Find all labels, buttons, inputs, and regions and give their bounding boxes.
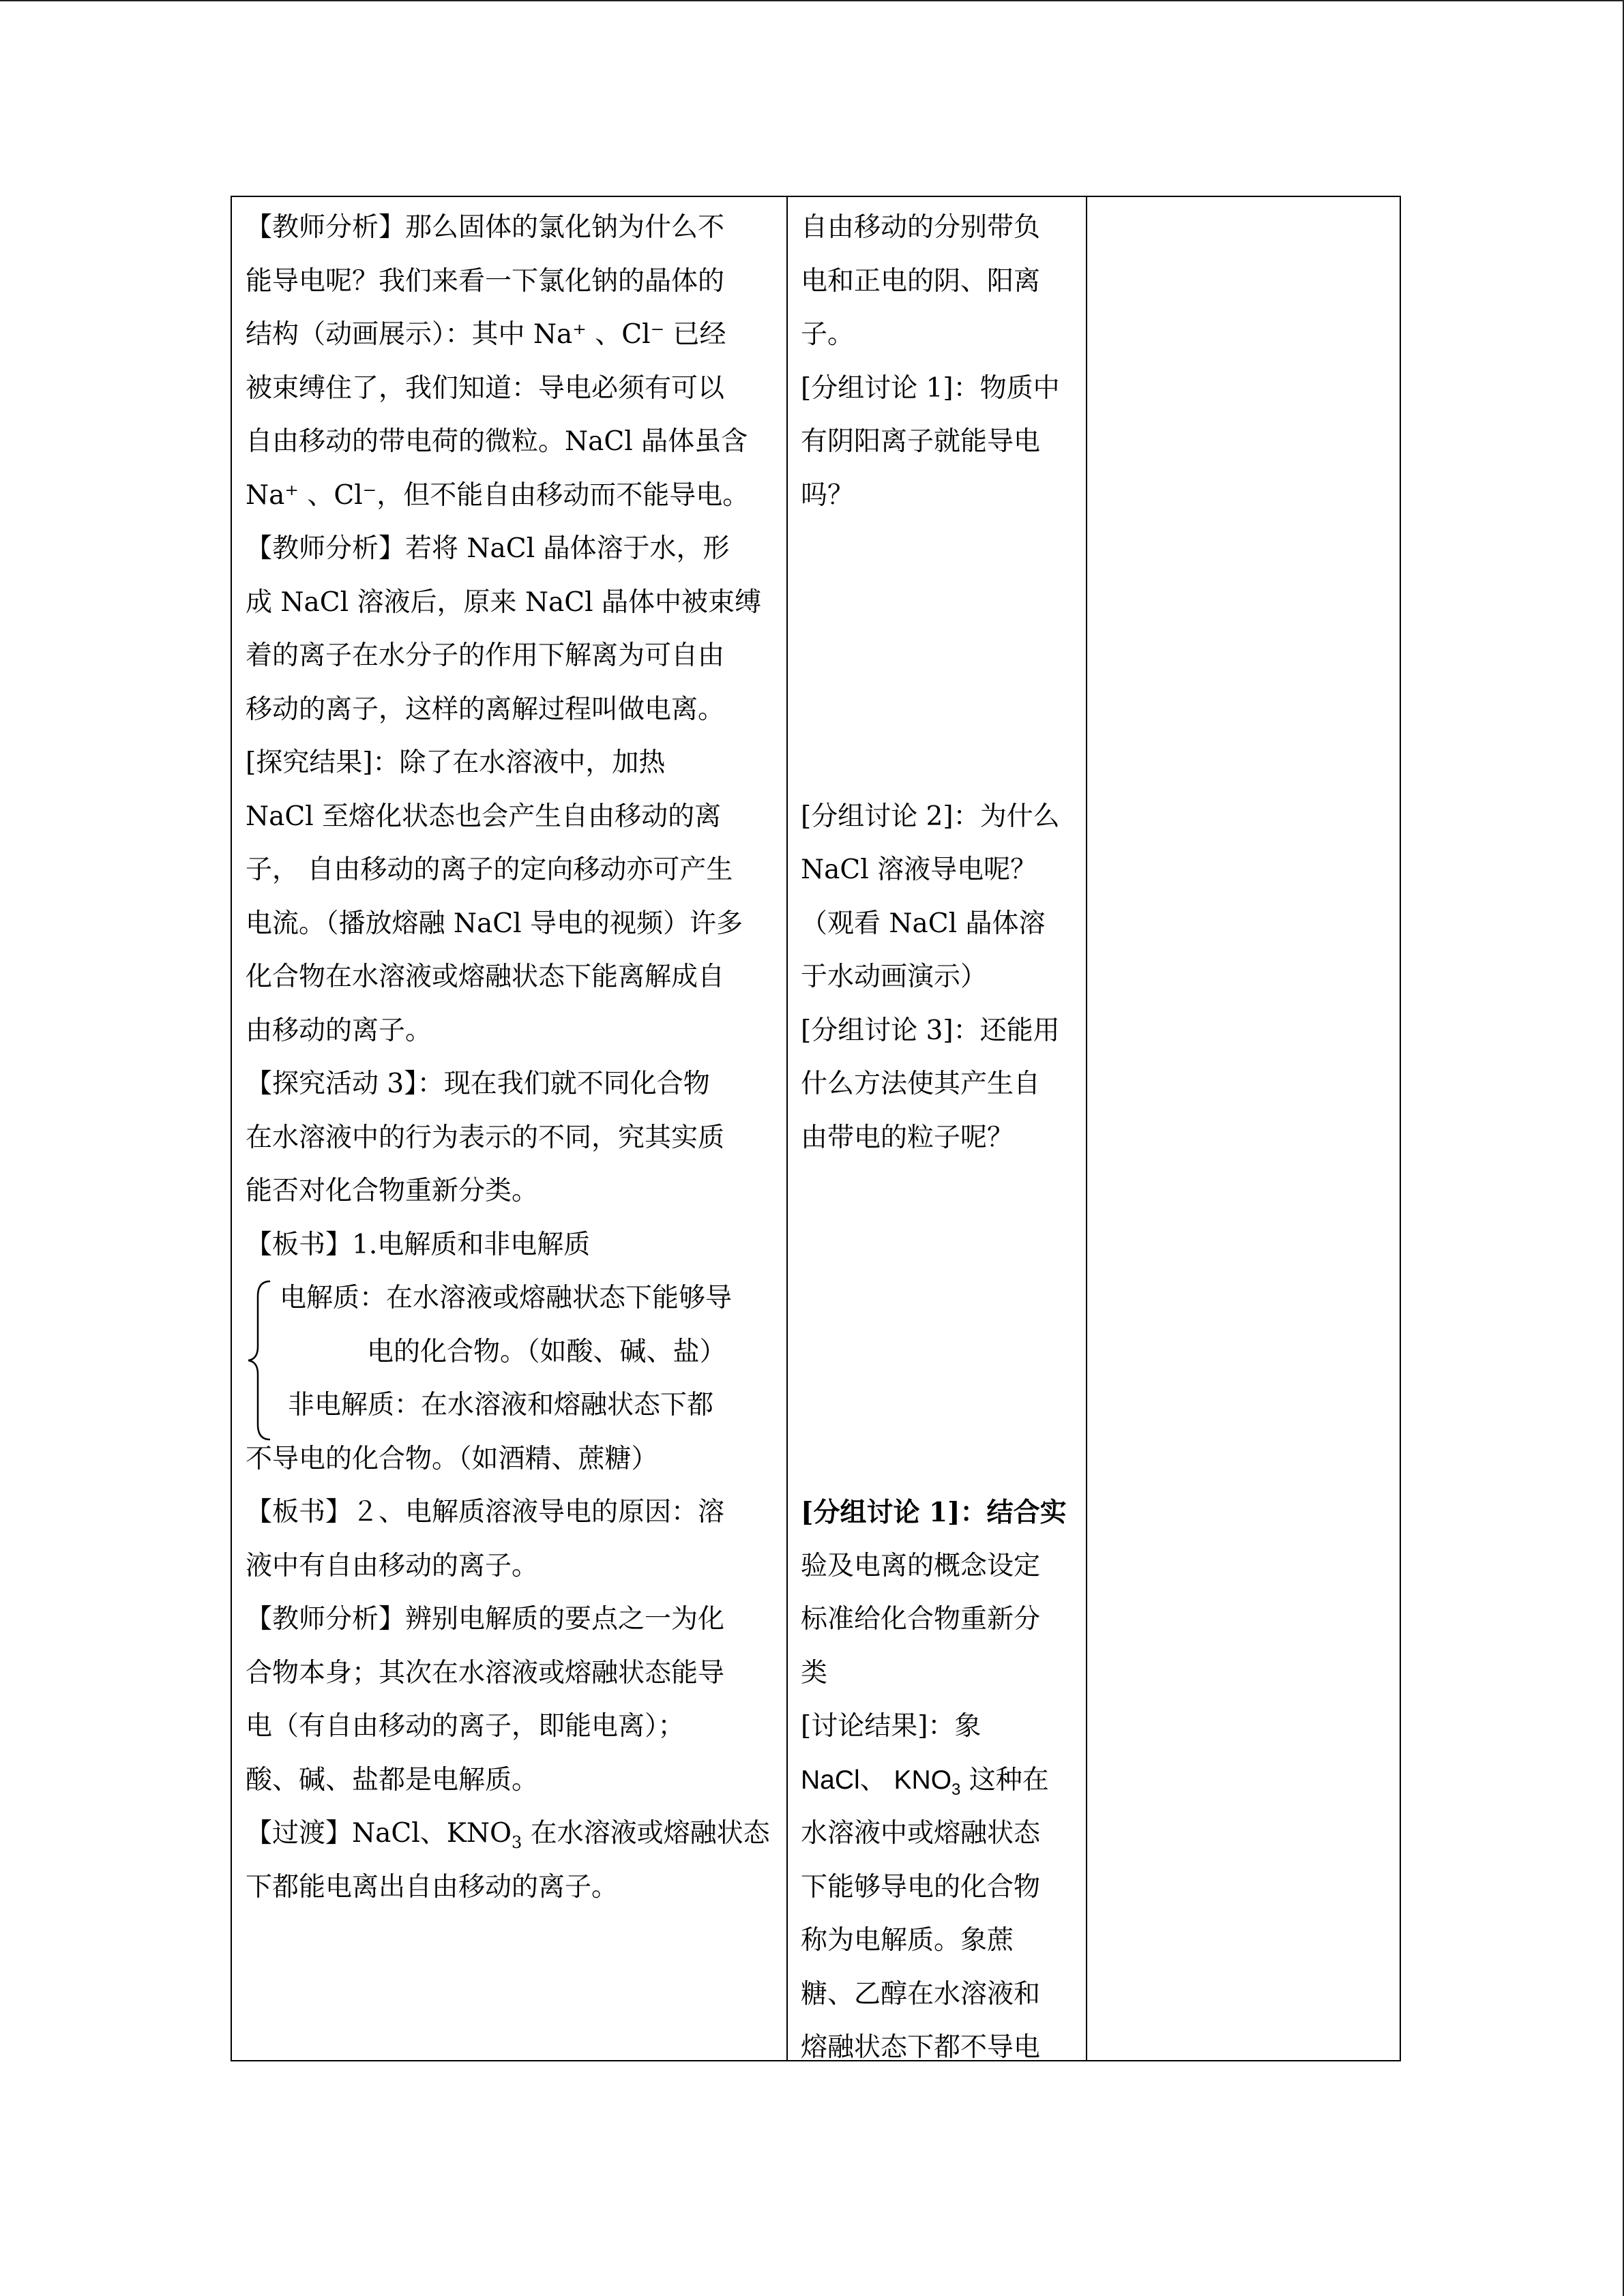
student-text-line: 下能够导电的化合物 [801,1871,1041,1903]
student-text-line: 自由移动的分别带负 [801,212,1041,243]
student-text-line: 熔融状态下都不导电 [801,2032,1041,2063]
teacher-text-line: 自由移动的带电荷的微粒。NaCl 晶体虽含 [246,426,748,457]
student-text-line: 由带电的粒子呢？ [801,1122,1014,1153]
student-text-line: （观看 NaCl 晶体溶 [801,908,1046,939]
teacher-text-line: 化合物在水溶液或熔融状态下能离解成自 [246,961,725,992]
teacher-text-line: 电（有自由移动的离子，即能电离）； [246,1711,685,1742]
teacher-text-line: 【教师分析】那么固体的氯化钠为什么不 [246,212,725,243]
student-text-line: [分组讨论 3]：还能用 [801,1015,1060,1046]
teacher-text-line [246,1807,778,1861]
teacher-text-line: 由移动的离子。 [246,1015,432,1046]
spacer [801,1326,1080,1380]
teacher-text-line: 合物本身；其次在水溶液或熔融状态能导 [246,1657,725,1688]
student-text-line: [分组讨论 1]：结合实 [801,1497,1067,1528]
teacher-activity-column [246,201,778,1914]
subscript-3: 3 [951,1780,961,1799]
column-divider-1 [786,197,788,2060]
spacer [801,1433,1080,1487]
result-text-a: NaCl、 KNO [801,1765,952,1795]
nonelectrolyte-definition: 非电解质：在水溶液和熔融状态下都 [288,1390,714,1420]
teacher-text-line: 能导电呢？我们来看一下氯化钠的晶体的 [246,265,725,297]
student-text-line: [讨论结果]：象 [801,1711,981,1742]
teacher-text-line: 【板书】２、电解质溶液导电的原因：溶 [246,1497,725,1527]
teacher-text-line: 不导电的化合物。（如酒精、蔗糖） [246,1443,658,1474]
teacher-text-line: 结构（动画展示）：其中 Na⁺ 、Cl⁻ 已经 [246,319,726,350]
student-text-line: 吗？ [801,479,855,511]
teacher-text-line: 成 NaCl 溶液后，原来 NaCl 晶体中被束缚 [246,586,761,618]
teacher-text-line: 【探究活动 3】：现在我们就不同化合物 [246,1069,710,1099]
student-text-line: 验及电离的概念设定 [801,1550,1041,1581]
spacer [801,1165,1080,1219]
student-text-line: 糖、乙醇在水溶液和 [801,1978,1041,2010]
teacher-text-line: 在水溶液中的行为表示的不同，究其实质 [246,1122,725,1153]
student-text-line: [分组讨论 1]：物质中 [801,372,1060,404]
spacer [801,1219,1080,1272]
curly-brace-icon [246,1279,273,1442]
teacher-text-line: 液中有自由移动的离子。 [246,1550,539,1581]
student-text-line: 于水动画演示） [801,961,988,992]
lesson-table [231,196,1401,2061]
teacher-text-line: 移动的离子，这样的离解过程叫做电离。 [246,694,725,725]
spacer [801,683,1080,737]
teacher-text-line: 【教师分析】若将 NaCl 晶体溶于水，形 [246,533,730,564]
column-divider-2 [1086,197,1087,2060]
student-text-line: NaCl 溶液导电呢？ [801,854,1037,885]
student-activity-column [801,201,1080,2075]
teacher-text-line: 电流。（播放熔融 NaCl 导电的视频）许多 [246,908,743,939]
student-text-line: 类 [801,1657,828,1688]
result-text-b: 这种在 [960,1764,1049,1795]
teacher-text-line: 能否对化合物重新分类。 [246,1176,539,1206]
teacher-text-line: 【板书】1.电解质和非电解质 [246,1229,591,1260]
spacer [801,629,1080,683]
student-text-line: 水溶液中或熔融状态 [801,1818,1041,1849]
teacher-text-line: 酸、碱、盐都是电解质。 [246,1764,539,1795]
spacer [801,522,1080,576]
teacher-text-line: 被束缚住了，我们知道：导电必须有可以 [246,372,725,404]
electrolyte-definition: 电解质：在水溶液或熔融状态下能够导 [280,1283,733,1313]
teacher-text-line: 【教师分析】辨别电解质的要点之一为化 [246,1604,725,1635]
student-text-line: 子。 [801,319,855,350]
subscript-3: 3 [511,1832,522,1852]
student-text-line: 什么方法使其产生自 [801,1069,1041,1099]
student-text-line: 标准给化合物重新分 [801,1604,1041,1635]
electrolyte-definition-cont: 电的化合物。（如酸、碱、盐） [367,1336,726,1367]
student-text-line: [分组讨论 2]：为什么 [801,801,1060,832]
teacher-text-line: [探究结果]：除了在水溶液中，加热 [246,747,666,778]
spacer [801,1272,1080,1326]
definition-brace-group [246,1272,778,1433]
transition-text-a: 【过渡】NaCl、KNO [246,1818,512,1849]
teacher-text-line: 下都能电离出自由移动的离子。 [246,1871,619,1903]
spacer [801,1379,1080,1433]
student-text-line: 有阴阳离子就能导电 [801,426,1041,457]
student-text-line: 称为电解质。象蔗 [801,1925,1014,1956]
spacer [801,576,1080,630]
teacher-text-line: 子， 自由移动的离子的定向移动亦可产生 [246,854,733,885]
page-top-border [0,0,1624,1]
transition-text-b: 在水溶液或熔融状态 [522,1818,770,1849]
teacher-text-line: Na⁺ 、Cl⁻，但不能自由移动而不能导电。 [246,479,750,511]
student-text-line [801,1754,1080,1808]
teacher-text-line: NaCl 至熔化状态也会产生自由移动的离 [246,801,722,832]
teacher-text-line: 着的离子在水分子的作用下解离为可自由 [246,640,725,671]
spacer [801,736,1080,790]
student-text-line: 电和正电的阴、阳离 [801,265,1041,297]
